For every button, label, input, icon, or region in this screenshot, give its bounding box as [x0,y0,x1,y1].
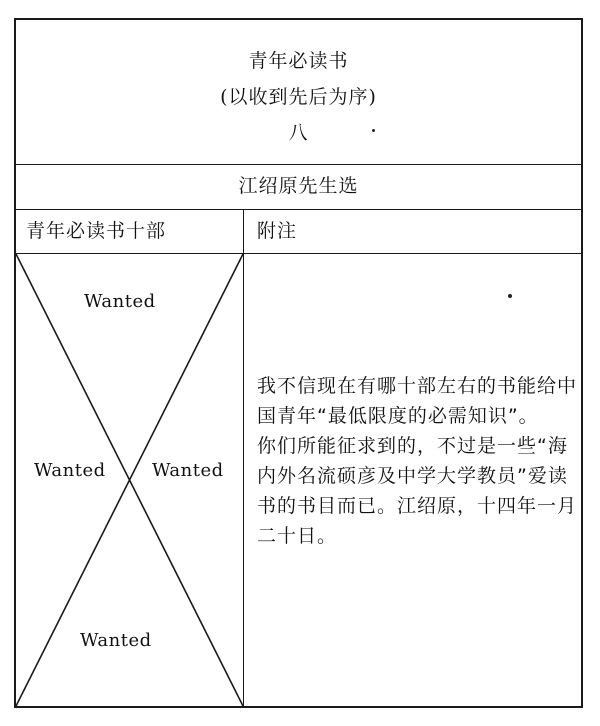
wanted-label-left: Wanted [34,460,106,481]
wanted-label-bottom: Wanted [80,630,152,651]
ink-speck [508,294,512,298]
ink-speck [372,129,375,132]
note-paragraph-1: 我不信现在有哪十部左右的书能给中国青年“最低限度的必需知识”。 [257,375,578,427]
form-title: 青年必读书 [248,50,349,72]
selector-name: 江绍原先生选 [16,164,581,210]
wanted-label-top: Wanted [84,291,156,312]
form-subtitle: (以收到先后为序) [220,86,377,108]
column-divider [243,209,244,706]
form-header [16,20,581,165]
entry-number: 八 [288,122,309,144]
note-text [257,371,577,551]
column-header-notes: 附注 [243,209,581,254]
wanted-label-right: Wanted [152,460,224,481]
note-paragraph-2: 你们所能征求到的，不过是一些“海内外名流硕彦及中学大学教员”爱读书的书目而已。江绍原，十四年一月二十日。 [257,435,578,547]
column-header-books: 青年必读书十部 [16,209,243,254]
survey-form [14,18,583,708]
